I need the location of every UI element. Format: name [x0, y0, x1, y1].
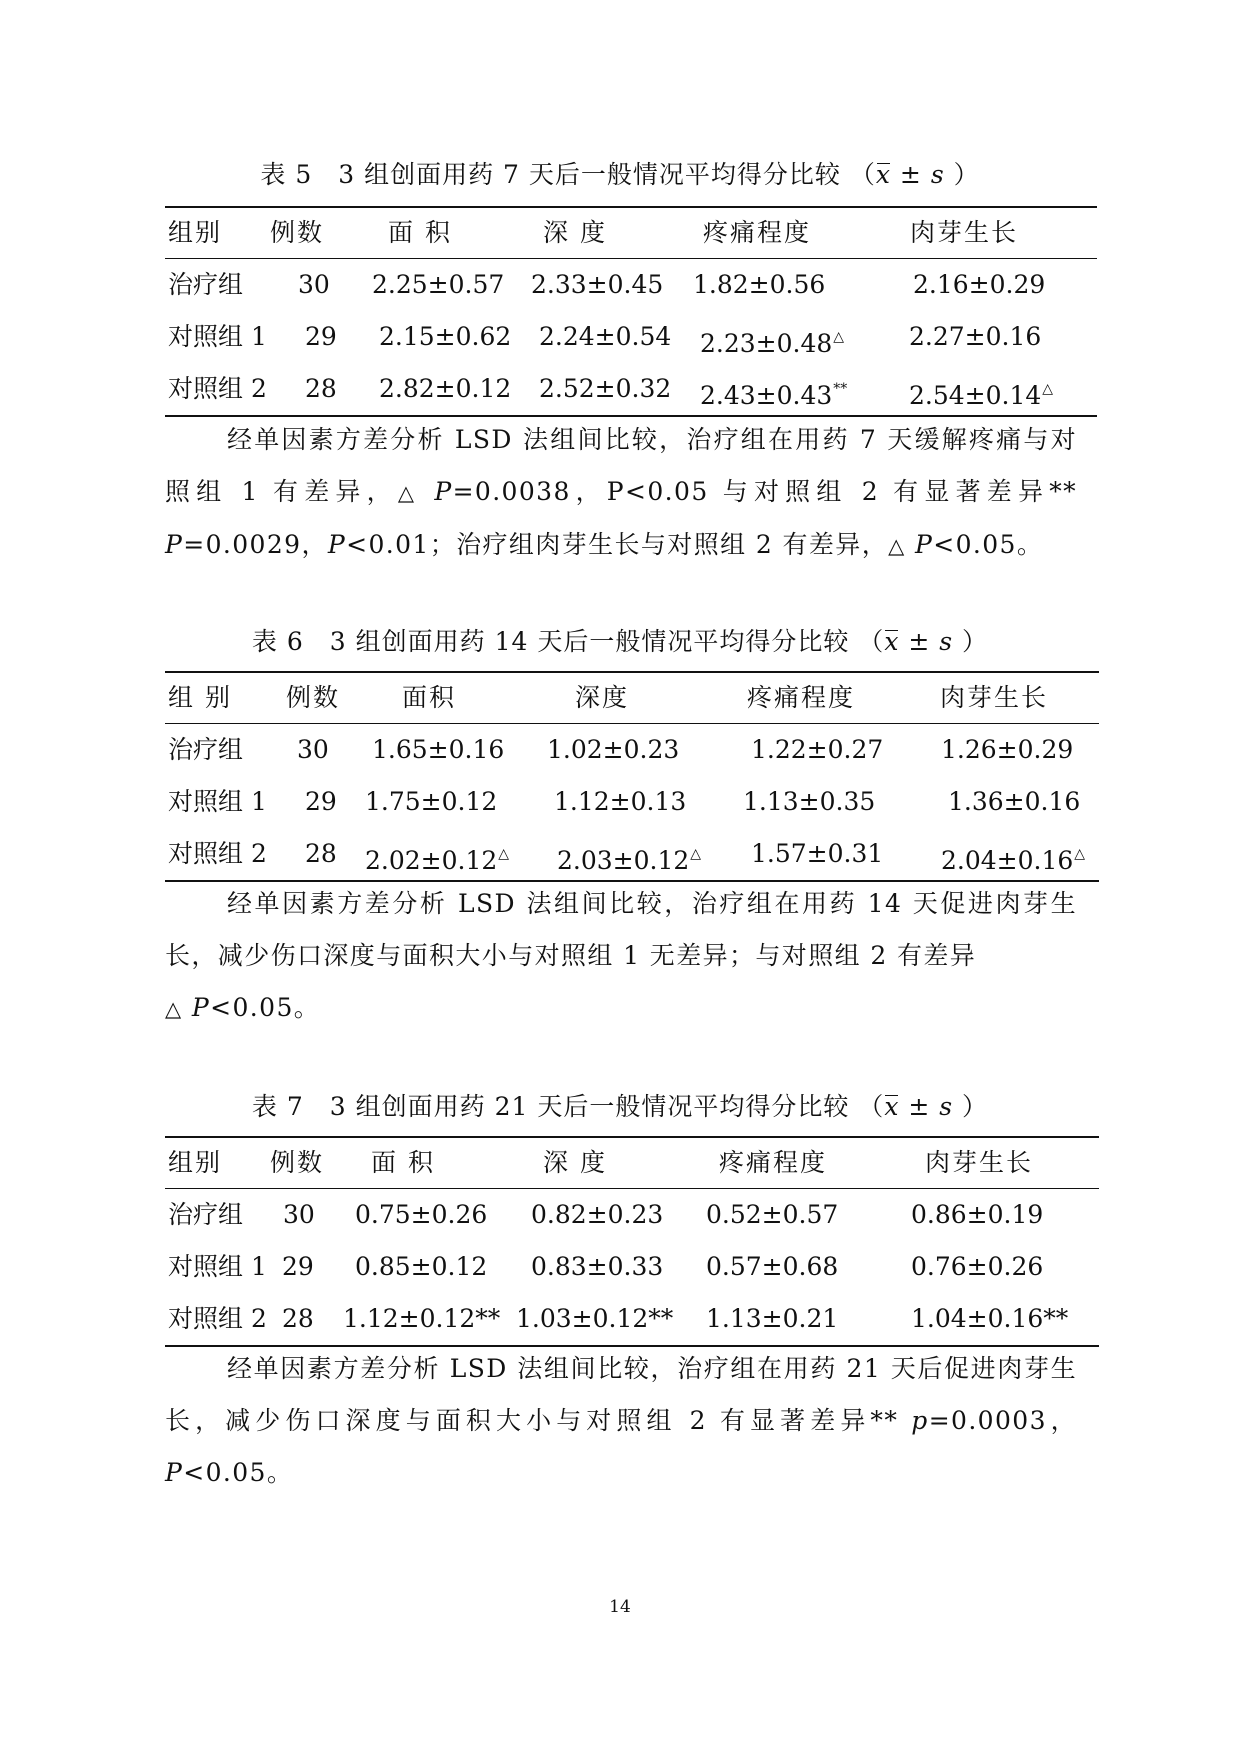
table-7 [165, 1136, 1099, 1347]
table-row: 对照组 2 28 1.12±0.12** 1.03±0.12** 1.13±0.21 1.04±0.16** [168, 1304, 1069, 1333]
table-header-row: 组别 例数 面 积 深 度 疼痛程度 肉芽生长 [168, 218, 1019, 247]
table-row: 治疗组 30 1.65±0.16 1.02±0.23 1.22±0.27 1.26±0.29 [168, 735, 1074, 764]
table-7-caption [0, 1090, 1240, 1124]
table-row: 治疗组 30 0.75±0.26 0.82±0.23 0.52±0.57 0.86±0.19 [168, 1200, 1044, 1229]
table-row: 对照组 1 29 2.15±0.62 2.24±0.54 2.23±0.48△ 2.27±0.16 [168, 322, 1042, 358]
mean-sd-notation: （x ± s ） [849, 160, 980, 189]
table-5 [165, 206, 1097, 417]
mean-sd-notation: （x ± s ） [858, 627, 989, 656]
table-7-note: 经单因素方差分析 LSD 法组间比较，治疗组在用药 21 天后促进肉芽生长，减少伤口深度与面积大小与对照组 2 有显著差异** p=0.0003，P<0.05。 [165, 1354, 1078, 1487]
table-5-caption [0, 158, 1240, 192]
table-header-row: 组 别 例数 面积 深度 疼痛程度 肉芽生长 [168, 683, 1049, 712]
table-6 [165, 671, 1099, 882]
table-5-title: 表 5 3 组创面用药 7 天后一般情况平均得分比较 [260, 160, 841, 189]
table-header-row: 组别 例数 面 积 深 度 疼痛程度 肉芽生长 [168, 1148, 1034, 1177]
table-6-note: 经单因素方差分析 LSD 法组间比较，治疗组在用药 14 天促进肉芽生长，减少伤口深度与面积大小与对照组 1 无差异；与对照组 2 有差异 △ P<0.05。 [165, 889, 1077, 1022]
table-row: 对照组 1 29 0.85±0.12 0.83±0.33 0.57±0.68 0.76±0.26 [168, 1252, 1044, 1281]
table-6-caption [0, 625, 1240, 659]
table-6-title: 表 6 3 组创面用药 14 天后一般情况平均得分比较 [251, 627, 850, 656]
significance-marker: △ [690, 846, 702, 862]
table-7-title: 表 7 3 组创面用药 21 天后一般情况平均得分比较 [251, 1092, 850, 1121]
significance-marker: △ [1074, 846, 1086, 862]
table-5-note: 经单因素方差分析 LSD 法组间比较，治疗组在用药 7 天缓解疼痛与对照组 1 有差异，△ P=0.0038，P<0.05 与对照组 2 有显著差异** P=0.0029，P<0.01；治疗组肉芽生长与对照组 2 有差异，△ P<0.05。 [165, 425, 1077, 559]
table-row: 对照组 2 28 2.02±0.12△ 2.03±0.12△ 1.57±0.31 2.04±0.16△ [168, 839, 1086, 875]
significance-marker: △ [498, 846, 510, 862]
significance-marker: △ [1042, 381, 1054, 397]
mean-sd-notation: （x ± s ） [858, 1092, 989, 1121]
table-row: 对照组 2 28 2.82±0.12 2.52±0.32 2.43±0.43** 2.54±0.14△ [168, 374, 1054, 410]
significance-marker: ** [833, 381, 848, 397]
table-row: 对照组 1 29 1.75±0.12 1.12±0.13 1.13±0.35 1.36±0.16 [168, 787, 1081, 816]
page-number: 14 [609, 1597, 631, 1617]
table-row: 治疗组 30 2.25±0.57 2.33±0.45 1.82±0.56 2.16±0.29 [168, 270, 1046, 299]
significance-marker: △ [833, 329, 845, 345]
